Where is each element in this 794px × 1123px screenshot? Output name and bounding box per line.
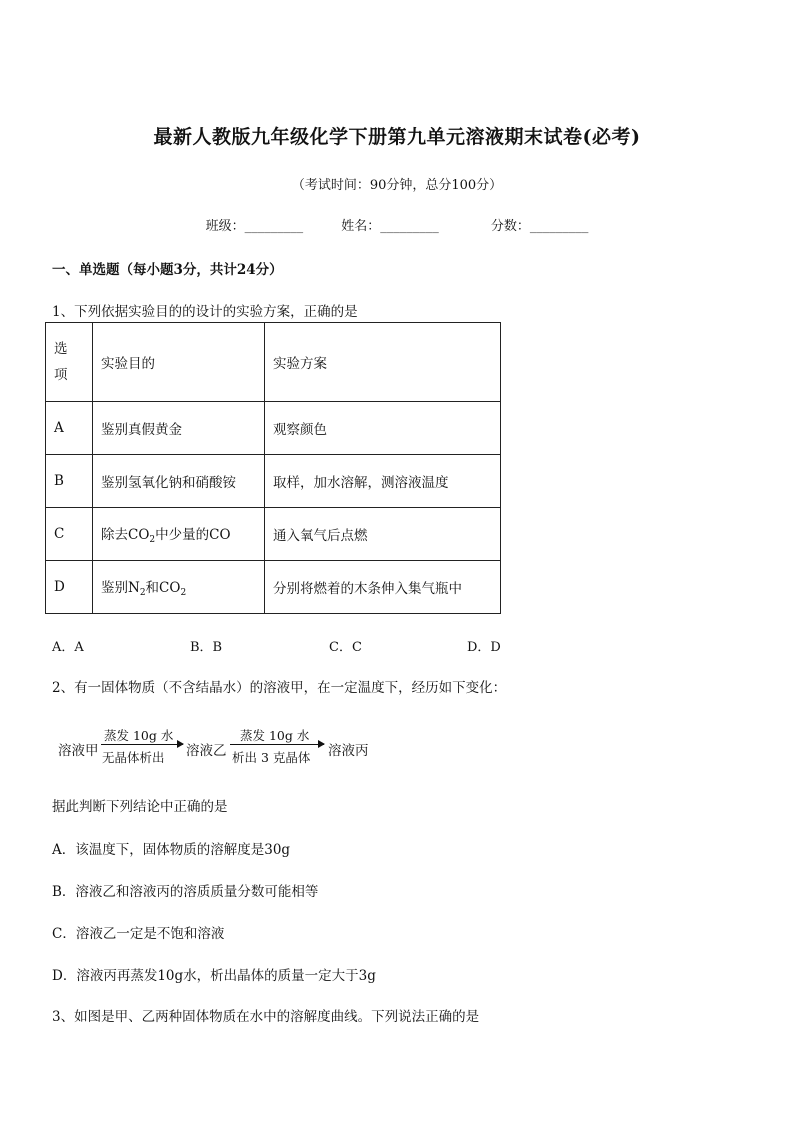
table-row — [46, 402, 501, 455]
table-header-cell: 实验目的 — [93, 323, 265, 402]
step2-result: 析出 3 克晶体 — [232, 750, 311, 765]
table-cell-aim: 鉴别$N_2$和$CO_2$ — [93, 561, 265, 614]
table-cell-option: C — [46, 508, 93, 561]
table-header-cell: 实验方案 — [265, 323, 501, 402]
arrow-icon — [230, 744, 324, 745]
table-cell-option: A — [46, 402, 93, 455]
question-2-option-d[interactable]: D．溶液丙再蒸发10g水，析出晶体的质量一定大于3g — [52, 968, 376, 984]
table-cell-aim: 鉴别氢氧化钠和硝酸铵 — [93, 455, 265, 508]
table-cell-aim: 鉴别真假黄金 — [93, 402, 265, 455]
table-cell-aim: 除去$CO_2$中少量的CO — [93, 508, 265, 561]
step1-condition: 蒸发 10g 水 — [104, 728, 174, 743]
choice-c[interactable]: C．C — [329, 640, 362, 655]
table-row — [46, 508, 501, 561]
table-cell-plan: 观察颜色 — [265, 402, 501, 455]
score-field[interactable]: 分数：_________ — [490, 219, 589, 234]
table-cell-option: D — [46, 561, 93, 614]
choice-d[interactable]: D．D — [467, 640, 501, 655]
class-field[interactable]: 班级：_________ — [205, 219, 304, 234]
step2-condition: 蒸发 10g 水 — [240, 728, 310, 743]
question-1-stem: 1、下列依据实验目的的设计的实验方案，正确的是 — [52, 304, 358, 320]
step1-result: 无晶体析出 — [102, 750, 165, 765]
exam-info: （考试时间：90分钟，总分100分） — [291, 178, 503, 193]
question-2-option-c[interactable]: C．溶液乙一定是不饱和溶液 — [52, 926, 225, 942]
table-row — [46, 561, 501, 614]
question-2-option-b[interactable]: B．溶液乙和溶液丙的溶质质量分数可能相等 — [52, 884, 319, 900]
arrow-icon — [101, 744, 183, 745]
table-header-row — [46, 323, 501, 402]
question-3-stem: 3、如图是甲、乙两种固体物质在水中的溶解度曲线。下列说法正确的是 — [52, 1009, 480, 1025]
choice-a[interactable]: A．A — [52, 640, 84, 655]
solution-bing: 溶液丙 — [328, 743, 369, 759]
name-field[interactable]: 姓名：_________ — [341, 219, 439, 234]
process-diagram — [58, 726, 398, 766]
section-heading: 一、单选题（每小题3分，共计24分） — [52, 262, 283, 278]
question-2-option-a[interactable]: A．该温度下，固体物质的溶解度是30g — [52, 842, 291, 858]
question-2-stem: 2、有一固体物质（不含结晶水）的溶液甲，在一定温度下，经历如下变化： — [52, 680, 507, 696]
table-cell-plan: 取样，加水溶解，测溶液温度 — [265, 455, 501, 508]
table-row — [46, 455, 501, 508]
table-cell-plan: 分别将燃着的木条伸入集气瓶中 — [265, 561, 501, 614]
student-fields — [0, 215, 794, 234]
table-cell-option: B — [46, 455, 93, 508]
choice-b[interactable]: B．B — [190, 640, 223, 655]
solution-jia: 溶液甲 — [58, 743, 99, 759]
table-header-cell: 选项 — [46, 323, 93, 402]
solution-yi: 溶液乙 — [186, 743, 227, 759]
question-1-table — [45, 322, 501, 614]
page-title: 最新人教版九年级化学下册第九单元溶液期末试卷(必考) — [153, 126, 641, 148]
table-cell-plan: 通入氧气后点燃 — [265, 508, 501, 561]
question-2-prompt: 据此判断下列结论中正确的是 — [52, 799, 228, 815]
